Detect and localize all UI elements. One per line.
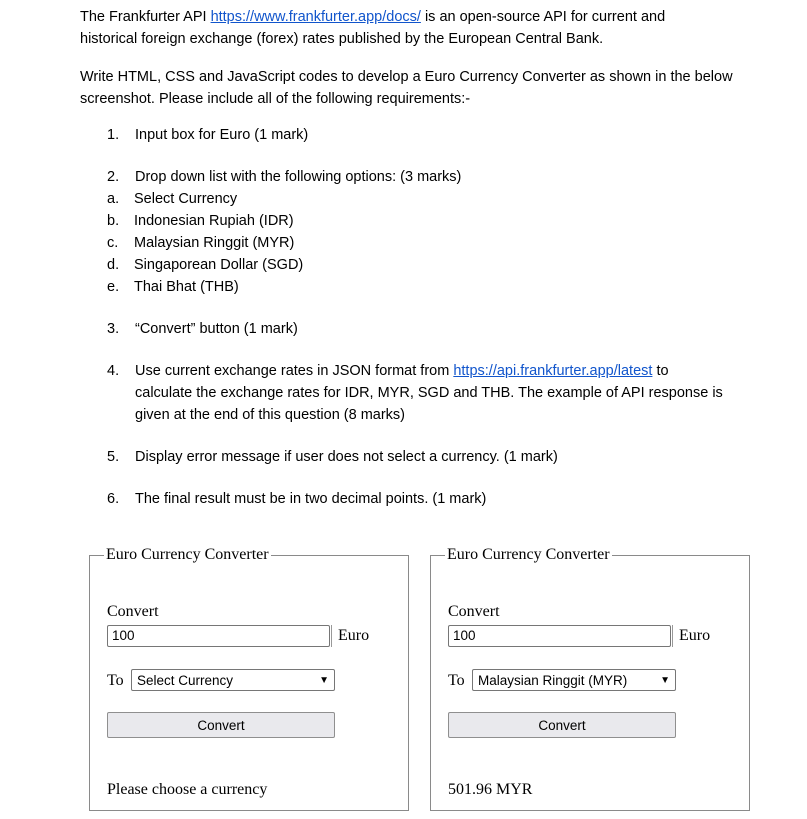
list-item xyxy=(80,276,780,298)
requirement-number: 4. xyxy=(107,363,120,379)
chevron-down-icon: ▼ xyxy=(660,675,670,686)
selected-currency: Malaysian Ringgit (MYR) xyxy=(478,673,628,688)
list-letter: e. xyxy=(107,279,120,295)
requirement-text: Input box for Euro (1 mark) xyxy=(135,127,309,143)
converter-panel-left xyxy=(89,546,409,811)
requirement-text: “Convert” button (1 mark) xyxy=(135,321,298,337)
task-line1: Write HTML, CSS and JavaScript codes to develop a Euro Currency Converter as shown in the below xyxy=(80,69,733,85)
task-paragraph xyxy=(80,66,780,110)
list-text: Indonesian Rupiah (IDR) xyxy=(134,213,294,229)
requirement-text: Use current exchange rates in JSON format from xyxy=(135,363,454,379)
frankfurter-docs-link[interactable]: https://www.frankfurter.app/docs/ xyxy=(210,9,421,25)
list-text: Singaporean Dollar (SGD) xyxy=(134,257,304,273)
list-letter: b. xyxy=(107,213,120,229)
requirement-text: given at the end of this question (8 marks) xyxy=(135,407,406,423)
list-item xyxy=(80,254,780,276)
list-letter: d. xyxy=(107,257,120,273)
list-letter: a. xyxy=(107,191,120,207)
intro-rest: is an open-source API for current and xyxy=(420,9,666,25)
list-text: Select Currency xyxy=(134,191,238,207)
intro-paragraph xyxy=(80,6,780,50)
currency-options-list xyxy=(80,188,780,298)
requirement-1 xyxy=(80,124,780,146)
requirement-text: The final result must be in two decimal points. (1 mark) xyxy=(135,491,487,507)
requirement-number: 2. xyxy=(107,169,120,185)
task-line2: screenshot. Please include all of the following requirements:- xyxy=(80,91,471,107)
selected-currency: Select Currency xyxy=(137,673,234,688)
euro-unit-label: Euro xyxy=(672,625,721,647)
convert-label: Convert xyxy=(107,603,159,620)
frankfurter-latest-link[interactable]: https://api.frankfurter.app/latest xyxy=(453,363,653,379)
result-value: 501.96 MYR xyxy=(448,781,533,798)
list-item xyxy=(80,210,780,232)
converter-panel-right xyxy=(430,546,750,811)
requirement-number: 5. xyxy=(107,449,120,465)
requirement-number: 3. xyxy=(107,321,120,337)
currency-select[interactable] xyxy=(131,669,335,691)
intro-line2: historical foreign exchange (forex) rates published by the European Central Bank. xyxy=(80,31,604,47)
requirement-number: 1. xyxy=(107,127,120,143)
requirement-3 xyxy=(80,318,780,340)
requirement-4 xyxy=(80,360,780,426)
result-message: Please choose a currency xyxy=(107,781,268,798)
list-letter: c. xyxy=(107,235,119,251)
list-item xyxy=(80,232,780,254)
list-text: Thai Bhat (THB) xyxy=(134,279,239,295)
to-label: To xyxy=(107,672,124,689)
euro-amount-input[interactable]: 100 xyxy=(107,625,330,647)
currency-select[interactable] xyxy=(472,669,676,691)
convert-button[interactable]: Convert xyxy=(107,712,335,738)
intro-prefix: The Frankfurter API xyxy=(80,9,211,25)
list-text: Malaysian Ringgit (MYR) xyxy=(134,235,295,251)
euro-unit-label: Euro xyxy=(331,625,380,647)
convert-label: Convert xyxy=(448,603,500,620)
requirement-5 xyxy=(80,446,780,468)
question-text xyxy=(80,6,780,510)
to-label: To xyxy=(448,672,465,689)
chevron-down-icon: ▼ xyxy=(319,675,329,686)
converter-legend: Euro Currency Converter xyxy=(106,546,269,563)
requirement-text: Display error message if user does not select a currency. (1 mark) xyxy=(135,449,558,465)
requirement-6 xyxy=(80,488,780,510)
converter-legend: Euro Currency Converter xyxy=(447,546,610,563)
list-item xyxy=(80,188,780,210)
requirement-text: Drop down list with the following options: (3 marks) xyxy=(135,169,462,185)
requirement-2 xyxy=(80,166,780,188)
requirement-number: 6. xyxy=(107,491,120,507)
euro-amount-input[interactable]: 100 xyxy=(448,625,671,647)
requirement-text: calculate the exchange rates for IDR, MYR, SGD and THB. The example of API response is xyxy=(135,385,723,401)
requirement-text: to xyxy=(652,363,669,379)
convert-button[interactable]: Convert xyxy=(448,712,676,738)
